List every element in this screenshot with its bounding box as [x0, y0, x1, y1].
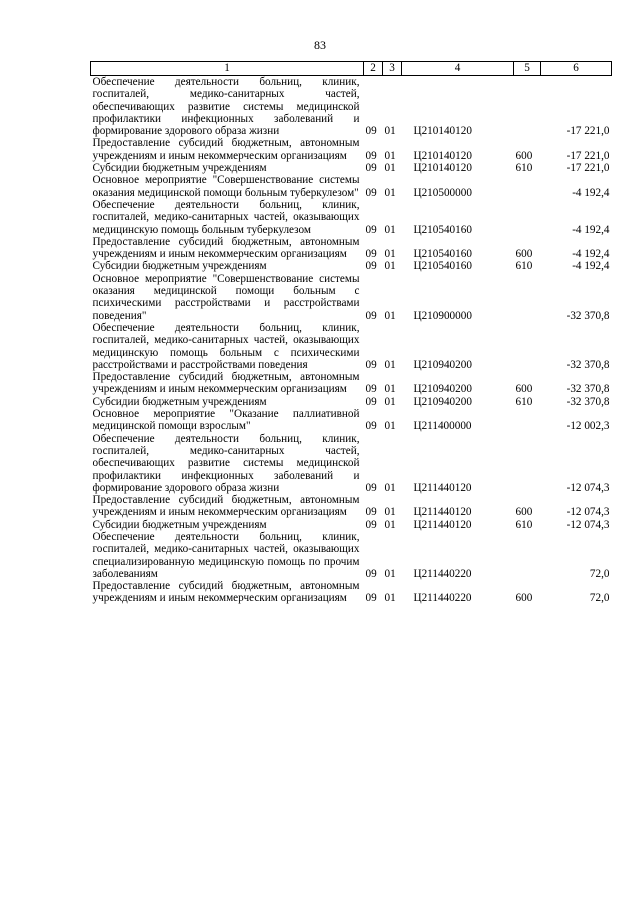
header-col-1: 1 [91, 62, 364, 76]
row-name: Обеспечение деятельности больниц, клиник, госпиталей, медико-санитарных частей, обеспечивающих развитие системы медицинской профилактики инфекционных заболеваний и формирование здорового образа жизни [92, 432, 360, 494]
row-name: Основное мероприятие "Совершенствование системы оказания медицинской помощи больным туберкулезом" [92, 174, 360, 199]
table-row [91, 137, 612, 162]
row-name: Предоставление субсидий бюджетным, автономным учреждениям и иным некоммерческим организациям [92, 137, 360, 162]
row-section: 09 [365, 481, 377, 494]
table-row [91, 494, 612, 519]
row-name: Субсидии бюджетным учреждениям [92, 518, 267, 531]
row-amount: -4 192,4 [572, 260, 610, 273]
table-row [91, 322, 612, 371]
row-expense-type: 600 [515, 506, 533, 519]
row-name: Предоставление субсидий бюджетным, автономным учреждениям и иным некоммерческим организациям [92, 494, 360, 519]
row-section: 09 [365, 383, 377, 396]
row-expense-type: 610 [515, 518, 533, 531]
table-row [91, 236, 612, 261]
row-expense-type [514, 322, 541, 371]
row-section: 09 [365, 162, 377, 175]
row-expense-type: 600 [515, 592, 533, 605]
table-row [91, 199, 612, 236]
row-subsection: 01 [384, 125, 396, 138]
row-target-code: Ц210500000 [413, 186, 472, 199]
row-amount: 72,0 [589, 567, 610, 580]
table-row [91, 433, 612, 494]
table-row [91, 580, 612, 605]
table-row [91, 531, 612, 580]
row-target-code: Ц210900000 [413, 309, 472, 322]
row-name: Обеспечение деятельности больниц, клиник, госпиталей, медико-санитарных частей, оказывающих специализированную медицинскую помощь по прочим заболеваниям [92, 530, 360, 580]
row-expense-type: 610 [515, 260, 533, 273]
row-subsection: 01 [384, 162, 396, 175]
row-amount: -4 192,4 [572, 223, 610, 236]
row-expense-type: 600 [515, 149, 533, 162]
row-subsection: 01 [384, 420, 396, 433]
row-target-code: Ц210140120 [413, 125, 472, 138]
row-subsection: 01 [384, 395, 396, 408]
row-section: 09 [365, 309, 377, 322]
row-amount: -32 370,8 [566, 358, 610, 371]
row-name: Обеспечение деятельности больниц, клиник, госпиталей, медико-санитарных частей, оказывающих медицинскую помощь больным с психическими расстройствами и расстройствами поведения [92, 321, 360, 371]
row-name: Основное мероприятие "Совершенствование системы оказания медицинской помощи больным с психическими расстройствами и расстройствами поведения" [92, 272, 360, 322]
row-name: Основное мероприятие "Оказание паллиативной медицинской помощи взрослым" [92, 408, 360, 433]
row-target-code: Ц211440220 [413, 592, 472, 605]
table-row [91, 396, 612, 408]
row-amount: -32 370,8 [566, 309, 610, 322]
budget-table [90, 61, 612, 605]
row-expense-type [514, 199, 541, 236]
row-expense-type: 600 [515, 248, 533, 261]
row-target-code: Ц210540160 [413, 223, 472, 236]
table-row [91, 174, 612, 199]
row-target-code: Ц210940200 [413, 383, 472, 396]
header-col-5: 5 [514, 62, 541, 76]
row-amount: -12 074,3 [566, 506, 610, 519]
row-subsection: 01 [384, 260, 396, 273]
row-name: Субсидии бюджетным учреждениям [92, 162, 267, 175]
row-section: 09 [365, 125, 377, 138]
row-section: 09 [365, 506, 377, 519]
row-subsection: 01 [384, 309, 396, 322]
row-expense-type [514, 531, 541, 580]
table-row [91, 273, 612, 322]
row-section: 09 [365, 248, 377, 261]
row-subsection: 01 [384, 223, 396, 236]
row-subsection: 01 [384, 567, 396, 580]
row-target-code: Ц210940200 [413, 358, 472, 371]
row-amount: -17 221,0 [566, 162, 610, 175]
row-subsection: 01 [384, 248, 396, 261]
header-col-2: 2 [364, 62, 383, 76]
row-target-code: Ц211440120 [413, 506, 472, 519]
row-subsection: 01 [384, 506, 396, 519]
table-header [91, 62, 612, 76]
header-col-3: 3 [383, 62, 402, 76]
row-amount: -17 221,0 [566, 125, 610, 138]
row-target-code: Ц210140120 [413, 149, 472, 162]
table-row [91, 76, 612, 138]
row-amount: -12 074,3 [566, 481, 610, 494]
table-body [91, 76, 612, 605]
row-amount: -4 192,4 [572, 186, 610, 199]
row-section: 09 [365, 567, 377, 580]
row-expense-type [514, 408, 541, 433]
row-subsection: 01 [384, 186, 396, 199]
row-expense-type: 610 [515, 162, 533, 175]
row-name: Обеспечение деятельности больниц, клиник, госпиталей, медико-санитарных частей, оказывающих медицинскую помощь больным туберкулезом [92, 198, 360, 236]
row-name: Обеспечение деятельности больниц, клиник, госпиталей, медико-санитарных частей, обеспечивающих развитие системы медицинской профилактики инфекционных заболеваний и формирование здорового образа жизни [92, 76, 360, 138]
row-section: 09 [365, 260, 377, 273]
row-subsection: 01 [384, 149, 396, 162]
row-subsection: 01 [384, 592, 396, 605]
row-amount: -12 074,3 [566, 518, 610, 531]
row-target-code: Ц210140120 [413, 162, 472, 175]
row-target-code: Ц211440120 [413, 481, 472, 494]
header-col-4: 4 [402, 62, 514, 76]
row-name: Субсидии бюджетным учреждениям [92, 395, 267, 408]
row-amount: -4 192,4 [572, 248, 610, 261]
row-section: 09 [365, 395, 377, 408]
row-section: 09 [365, 518, 377, 531]
row-section: 09 [365, 358, 377, 371]
row-amount: 72,0 [589, 592, 610, 605]
table-row [91, 519, 612, 531]
row-expense-type [514, 174, 541, 199]
row-name: Предоставление субсидий бюджетным, автономным учреждениям и иным некоммерческим организациям [92, 235, 360, 261]
page-number: 83 [314, 38, 326, 52]
row-expense-type: 600 [515, 383, 533, 396]
row-name: Субсидии бюджетным учреждениям [92, 260, 267, 273]
row-target-code: Ц210940200 [413, 395, 472, 408]
row-target-code: Ц210540160 [413, 260, 472, 273]
row-target-code: Ц211440220 [413, 567, 472, 580]
row-expense-type [514, 433, 541, 494]
row-section: 09 [365, 223, 377, 236]
row-expense-type: 610 [515, 395, 533, 408]
row-target-code: Ц211440120 [413, 518, 472, 531]
row-name: Предоставление субсидий бюджетным, автономным учреждениям и иным некоммерческим организациям [92, 580, 360, 605]
row-amount: -12 002,3 [566, 420, 610, 433]
row-subsection: 01 [384, 518, 396, 531]
row-subsection: 01 [384, 358, 396, 371]
row-amount: -32 370,8 [566, 383, 610, 396]
row-expense-type [514, 273, 541, 322]
row-subsection: 01 [384, 481, 396, 494]
row-name: Предоставление субсидий бюджетным, автономным учреждениям и иным некоммерческим организациям [92, 371, 360, 396]
row-target-code: Ц211400000 [413, 420, 472, 433]
table-row [91, 162, 612, 174]
table-row [91, 371, 612, 396]
header-col-6: 6 [541, 62, 612, 76]
row-section: 09 [365, 186, 377, 199]
row-target-code: Ц210540160 [413, 248, 472, 261]
row-expense-type [514, 76, 541, 138]
row-amount: -32 370,8 [566, 395, 610, 408]
row-section: 09 [365, 420, 377, 433]
row-section: 09 [365, 592, 377, 605]
row-section: 09 [365, 149, 377, 162]
table-row [91, 260, 612, 272]
row-amount: -17 221,0 [566, 149, 610, 162]
table-row [91, 408, 612, 433]
row-subsection: 01 [384, 383, 396, 396]
